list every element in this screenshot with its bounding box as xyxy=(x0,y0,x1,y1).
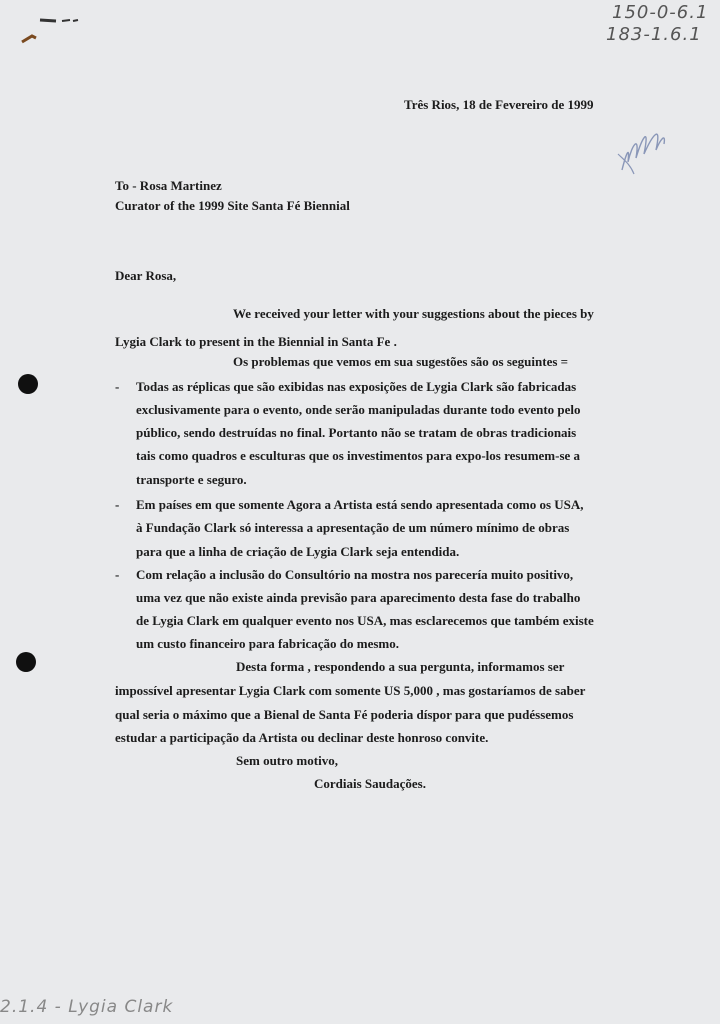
paragraph-line: We received your letter with your suggestions about the pieces by xyxy=(233,306,594,321)
bullet-line: um custo financeiro para fabricação do mesmo. xyxy=(136,636,399,651)
paragraph-line: impossível apresentar Lygia Clark com somente US 5,000 , mas gostaríamos de saber xyxy=(115,683,586,698)
bullet-line: Todas as réplicas que são exibidas nas exposições de Lygia Clark são fabricadas xyxy=(136,379,577,394)
bullet-line: para que a linha de criação de Lygia Clark seja entendida. xyxy=(136,544,460,559)
bottom-handwritten-note: 2.1.4 - Lygia Clark xyxy=(0,997,174,1017)
archive-code-2: 183-1.6.1 xyxy=(606,24,702,45)
paragraph-line: Lygia Clark to present in the Biennial in Santa Fe . xyxy=(115,334,397,349)
bullet-marker: - xyxy=(115,567,120,582)
closing-signoff: Cordiais Saudações. xyxy=(314,776,426,791)
paragraph-line: qual seria o máximo que a Bienal de Santa Fé poderia díspor para que pudéssemos xyxy=(115,707,574,722)
recipient-name: To - Rosa Martinez xyxy=(115,178,222,193)
punch-hole xyxy=(16,652,36,672)
bullet-line: Em países em que somente Agora a Artista está sendo apresentada como os USA, xyxy=(136,497,584,512)
bullet-line: público, sendo destruídas no final. Portanto não se tratam de obras tradicionais xyxy=(136,425,577,440)
recipient-title: Curator of the 1999 Site Santa Fé Biennial xyxy=(115,198,350,213)
bullet-line: à Fundação Clark só interessa a apresentação de um número mínimo de obras xyxy=(136,520,570,535)
salutation: Dear Rosa, xyxy=(115,268,177,283)
bullet-marker: - xyxy=(115,497,120,512)
archive-code-1: 150-0-6.1 xyxy=(612,2,709,23)
bullet-line: exclusivamente para o evento, onde serão manipuladas durante todo evento pelo xyxy=(136,402,581,417)
bullet-line: transporte e seguro. xyxy=(136,472,247,487)
bullet-line: tais como quadros e esculturas que os investimentos para expo-los resumem-se a xyxy=(136,448,581,463)
dateline: Três Rios, 18 de Fevereiro de 1999 xyxy=(404,97,594,112)
paragraph-line: Os problemas que vemos em sua sugestões são os seguintes = xyxy=(233,354,569,369)
paragraph-line: estudar a participação da Artista ou declinar deste honroso convite. xyxy=(115,730,489,745)
signature-scribble-icon xyxy=(614,114,674,180)
paragraph-line: Desta forma , respondendo a sua pergunta, informamos ser xyxy=(236,659,565,674)
punch-hole xyxy=(18,374,38,394)
bullet-line: Com relação a inclusão do Consultório na mostra nos parecería muito positivo, xyxy=(136,567,574,582)
ink-stain-mark xyxy=(18,14,88,48)
bullet-marker: - xyxy=(115,379,120,394)
closing-line: Sem outro motivo, xyxy=(236,753,338,768)
bullet-line: uma vez que não existe ainda previsão para aparecimento desta fase do trabalho xyxy=(136,590,581,605)
bullet-line: de Lygia Clark em qualquer evento nos USA, mas esclarecemos que também existe xyxy=(136,613,594,628)
